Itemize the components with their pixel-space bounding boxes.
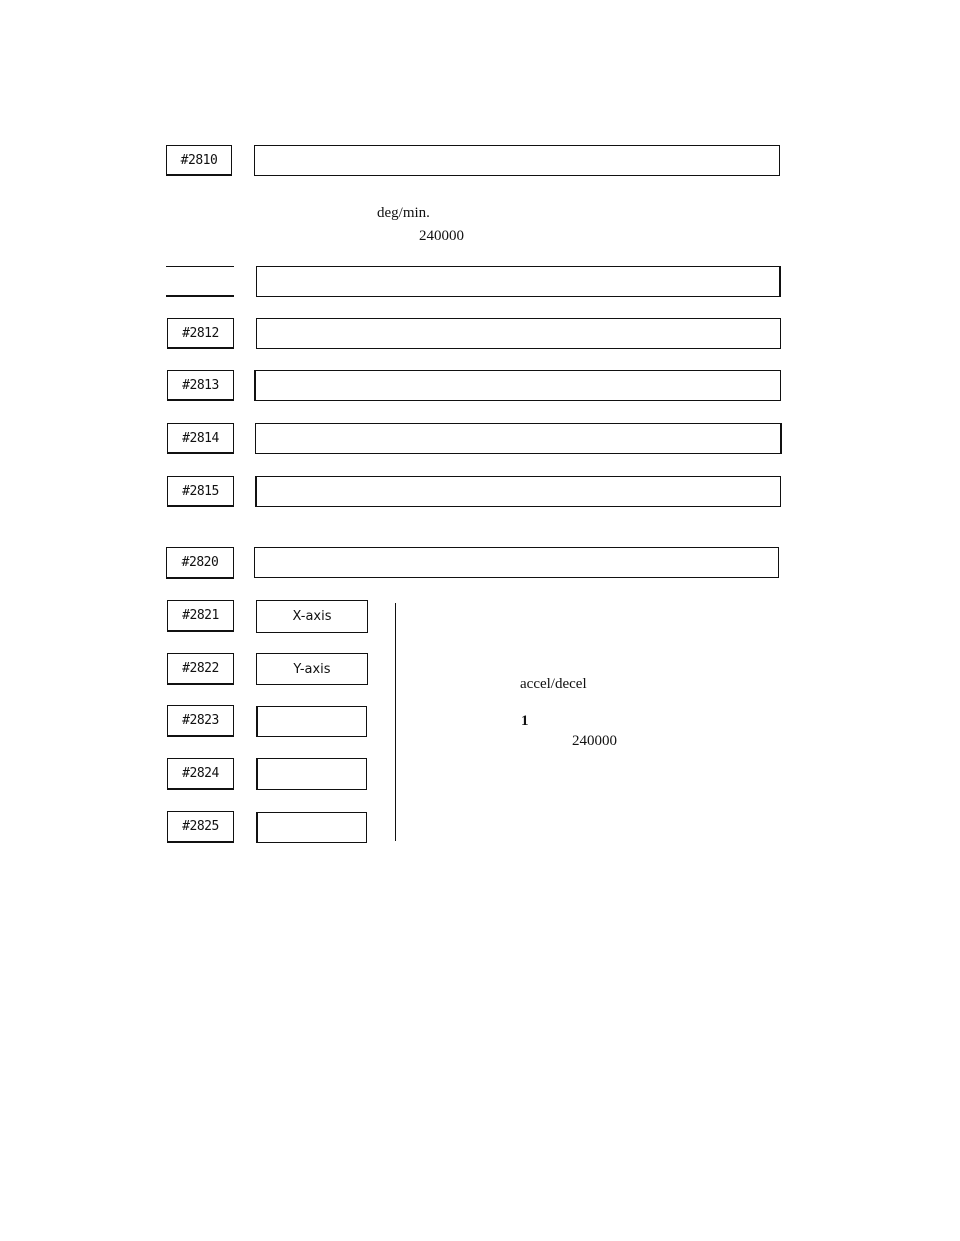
param-2822-y-axis-field[interactable]: Y-axis	[256, 653, 368, 685]
param-2812-tag: #2812	[167, 318, 234, 349]
param-2815-tag: #2815	[167, 476, 234, 507]
param-2815-field[interactable]	[255, 476, 781, 507]
param-2825-field[interactable]	[256, 812, 367, 843]
param-2824-field[interactable]	[256, 758, 367, 790]
param-2813-tag: #2813	[167, 370, 234, 401]
accel-decel-note: accel/decel	[520, 676, 587, 692]
param-2812-field[interactable]	[256, 318, 781, 349]
param-2825-tag: #2825	[167, 811, 234, 843]
param-2822-tag: #2822	[167, 653, 234, 685]
param-2811-field[interactable]	[256, 266, 781, 297]
param-2814-tag: #2814	[167, 423, 234, 454]
param-2824-tag: #2824	[167, 758, 234, 790]
param-2814-field[interactable]	[255, 423, 782, 454]
param-2821-x-axis-field[interactable]: X-axis	[256, 600, 368, 633]
param-2810-tag: #2810	[166, 145, 232, 176]
unit-note: deg/min.	[377, 205, 430, 221]
value-one-note: 1	[521, 713, 529, 729]
max-value-note-2: 240000	[572, 733, 617, 749]
param-2811-tag	[166, 266, 234, 297]
param-2813-field[interactable]	[254, 370, 781, 401]
param-2821-tag: #2821	[167, 600, 234, 632]
vertical-divider	[395, 603, 396, 841]
param-2820-field[interactable]	[254, 547, 779, 578]
param-2823-tag: #2823	[167, 705, 234, 737]
param-2820-tag: #2820	[166, 547, 234, 579]
param-2823-field[interactable]	[256, 706, 367, 737]
param-2810-field[interactable]	[254, 145, 780, 176]
max-value-note: 240000	[419, 228, 464, 244]
